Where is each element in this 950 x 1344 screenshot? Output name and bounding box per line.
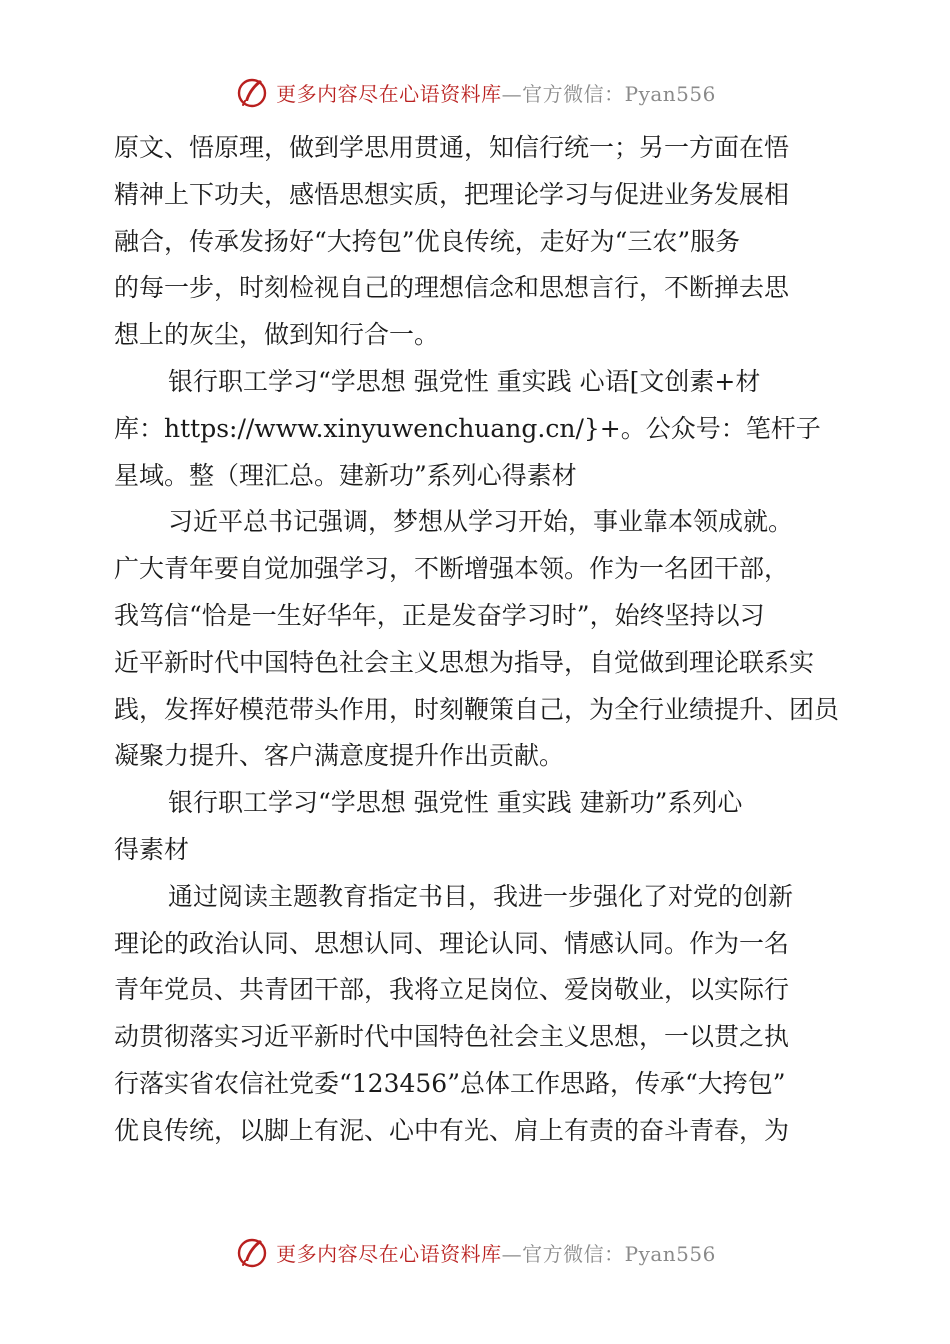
quill-logo-icon [234,1234,270,1270]
header-banner-text [276,78,716,107]
body-text-line: 广大青年要自觉加强学习，不断增强本领。作为一名团干部， [114,554,790,584]
body-text-line: 的每一步，时刻检视自己的理想信念和思想言行，不断掸去思 [114,273,790,303]
body-text-line: 得素材 [114,834,190,864]
body-text-line: 习近平总书记强调，梦想从学习开始，事业靠本领成就。 [168,507,794,537]
header-banner-main: 更多内容尽在心语资料库 [276,81,502,106]
body-text-line: 凝聚力提升、客户满意度提升作出贡献。 [114,741,565,771]
body-text-line: 青年党员、共青团干部，我将立足岗位、爱岗敬业，以实际行 [114,975,790,1005]
body-text-line: 我笃信“恰是一生好华年，正是发奋学习时”，始终坚持以习 [114,600,765,630]
body-text-line: 融合，传承发扬好“大挎包”优良传统，走好为“三农”服务 [114,226,741,256]
quill-logo-icon [234,74,270,110]
body-text-line: 近平新时代中国特色社会主义思想为指导，自觉做到理论联系实 [114,647,815,677]
body-text-line: 想上的灰尘，做到知行合一。 [114,320,440,350]
footer-banner-text [276,1238,716,1267]
body-text-line: 精神上下功夫，感悟思想实质，把理论学习与促进业务发展相 [114,179,790,209]
body-text-line: 星域。整（理汇总。建新功”系列心得素材 [114,460,577,490]
body-text-line: 理论的政治认同、思想认同、理论认同、情感认同。作为一名 [114,928,790,958]
footer-banner-wechat: —官方微信：Pyan556 [501,1241,716,1266]
body-text-line: 银行职工学习“学思想 强党性 重实践 心语[文创素+材 [168,366,761,396]
footer-watermark-banner [0,1232,950,1272]
footer-banner-main: 更多内容尽在心语资料库 [276,1241,502,1266]
body-text-line: 践，发挥好模范带头作用，时刻鞭策自己，为全行业绩提升、团员 [114,694,840,724]
body-text-line: 通过阅读主题教育指定书目，我进一步强化了对党的创新 [168,881,794,911]
body-text-line: 原文、悟原理，做到学思用贯通，知信行统一；另一方面在悟 [114,133,790,162]
document-body [114,125,844,1155]
body-text-line: 库：https://www.xinyuwenchuang.cn/}+。公众号：笔杆子 [114,413,821,443]
body-text-line: 行落实省农信社党委“123456”总体工作思路，传承“大挎包” [114,1068,786,1098]
body-text-line: 优良传统，以脚上有泥、心中有光、肩上有责的奋斗青春，为 [114,1115,790,1145]
header-watermark-banner [0,72,950,112]
body-text-line: 动贯彻落实习近平新时代中国特色社会主义思想，一以贯之执 [114,1022,790,1052]
body-text-line: 银行职工学习“学思想 强党性 重实践 建新功”系列心 [168,788,743,818]
header-banner-wechat: —官方微信：Pyan556 [501,81,716,106]
